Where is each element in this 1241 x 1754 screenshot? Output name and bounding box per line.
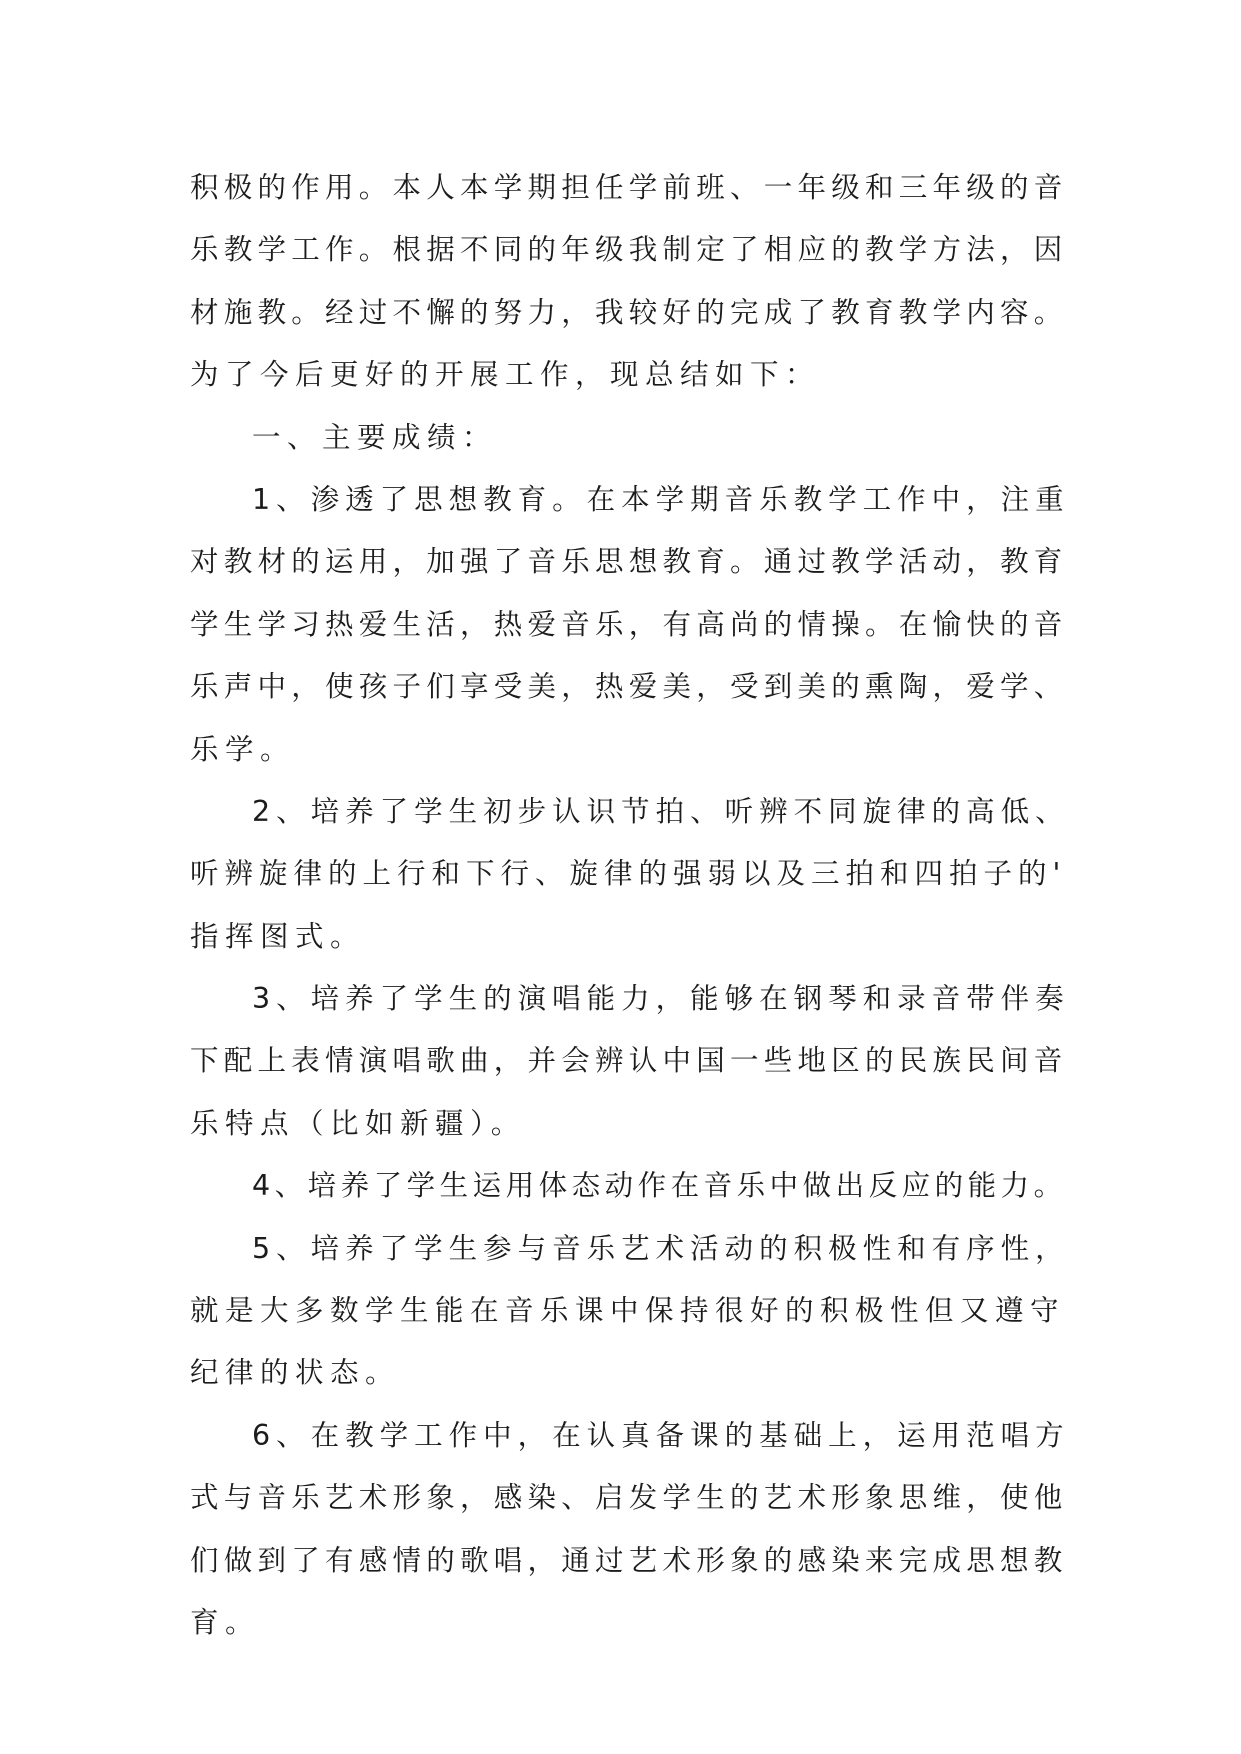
text-line: 积极的作用。本人本学期担任学前班、一年级和三年级的音	[190, 171, 1068, 204]
text-line: 乐特点（比如新疆）。	[190, 1106, 526, 1140]
text-line: 1、渗透了思想教育。在本学期音乐教学工作中，注重	[252, 482, 1070, 516]
text-line: 听辨旋律的上行和下行、旋律的强弱以及三拍和四拍子的'	[190, 857, 1067, 891]
text-line: 乐声中，使孩子们享受美，热爱美，受到美的熏陶，爱学、	[190, 670, 1068, 704]
text-line: 式与音乐艺术形象，感染、启发学生的艺术形象思维，使他	[190, 1481, 1068, 1515]
text-line: 指挥图式。	[190, 919, 366, 953]
text-line: 纪律的状态。	[190, 1356, 401, 1390]
text-line: 为了今后更好的开展工作，现总结如下：	[190, 358, 821, 392]
text-line: 乐学。	[190, 732, 296, 766]
text-line: 乐教学工作。根据不同的年级我制定了相应的教学方法，因	[190, 233, 1068, 267]
text-line: 对教材的运用，加强了音乐思想教育。通过教学活动，教育	[190, 545, 1068, 579]
text-line: 5、培养了学生参与音乐艺术活动的积极性和有序性，	[252, 1231, 1070, 1265]
text-line: 学生学习热爱生活，热爱音乐，有高尚的情操。在愉快的音	[190, 607, 1068, 641]
text-line: 4、培养了学生运用体态动作在音乐中做出反应的能力。	[252, 1169, 1067, 1203]
text-line: 下配上表情演唱歌曲，并会辨认中国一些地区的民族民间音	[190, 1044, 1068, 1078]
text-line: 3、培养了学生的演唱能力，能够在钢琴和录音带伴奏	[252, 982, 1070, 1016]
text-line: 6、在教学工作中，在认真备课的基础上，运用范唱方	[252, 1418, 1070, 1452]
section-heading: 一、主要成绩：	[252, 420, 498, 454]
text-line: 材施教。经过不懈的努力，我较好的完成了教育教学内容。	[190, 295, 1068, 329]
text-line: 就是大多数学生能在音乐课中保持很好的积极性但又遵守	[190, 1294, 1066, 1328]
text-line: 2、培养了学生初步认识节拍、听辨不同旋律的高低、	[252, 794, 1070, 828]
text-line: 们做到了有感情的歌唱，通过艺术形象的感染来完成思想教	[190, 1543, 1068, 1577]
text-line: 育。	[190, 1605, 261, 1639]
document-body	[190, 157, 1070, 1654]
